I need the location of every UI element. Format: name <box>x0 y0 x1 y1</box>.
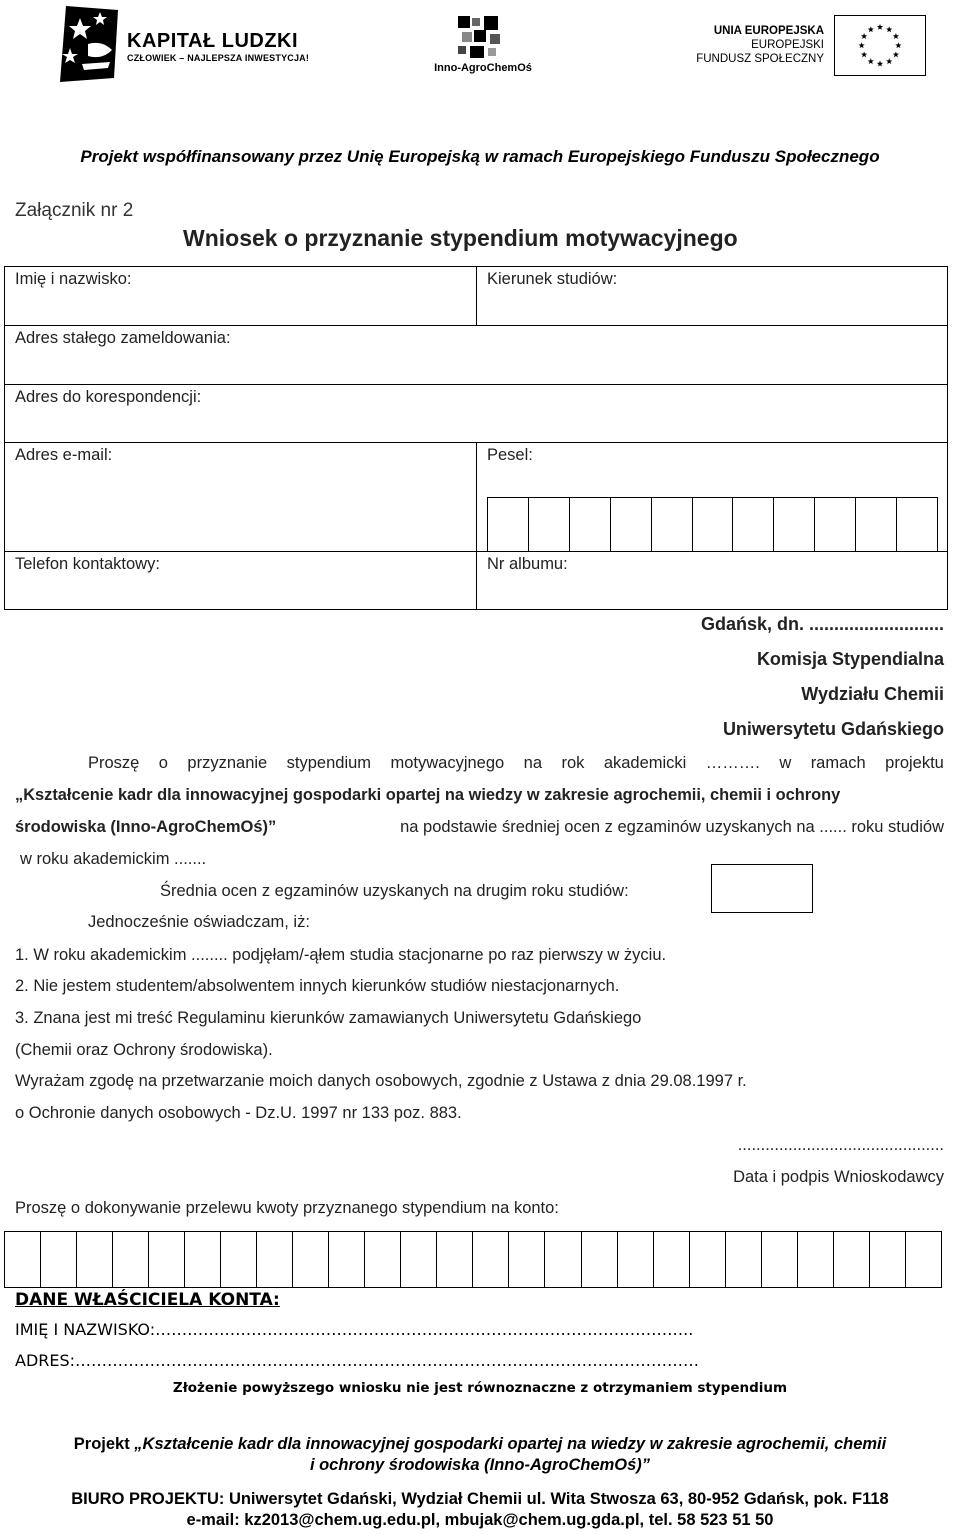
request-word: przyznanie <box>187 754 268 772</box>
consent-line1: Wyrażam zgodę na przetwarzanie moich danych osobowych, zgodnie z Ustawa z dnia 29.08.1997 r. <box>15 1072 747 1090</box>
pesel-digit-box[interactable] <box>774 498 815 551</box>
declaration-intro: Jednocześnie oświadczam, iż: <box>88 913 310 931</box>
request-line3-text: na podstawie średniej ocen z egzaminów uzyskanych na ...... roku studiów <box>400 818 944 836</box>
declaration-3: 3. Znana jest mi treść Regulaminu kierunków zamawianych Uniwersytetu Gdańskiego <box>15 1009 642 1027</box>
album-number-field[interactable]: Nr albumu: <box>487 555 568 573</box>
account-owner-heading: DANE WŁAŚCICIELA KONTA: <box>15 1290 280 1310</box>
declaration-3-continued: (Chemii oraz Ochrony środowiska). <box>15 1041 273 1059</box>
name-field[interactable]: Imię i nazwisko: <box>15 270 132 288</box>
table-row-divider <box>5 384 947 385</box>
account-digit-box[interactable] <box>654 1232 690 1287</box>
request-word: rok <box>561 754 585 772</box>
recipient-line1: Komisja Stypendialna <box>756 649 944 669</box>
phone-field[interactable]: Telefon kontaktowy: <box>15 555 160 573</box>
footer-project-title: „Kształcenie kadr dla innowacyjnej gospodarki opartej na wiedzy w zakresie agrochemii, chemii <box>134 1435 887 1453</box>
request-line4: w roku akademickim ....... <box>20 850 207 868</box>
inno-agrochemos-logo-icon <box>456 14 504 60</box>
request-word: projektu <box>885 754 944 772</box>
account-digit-box[interactable] <box>509 1232 545 1287</box>
field-of-study-field[interactable]: Kierunek studiów: <box>487 270 618 288</box>
ue-logo-line2: EUROPEJSKI <box>751 39 824 51</box>
account-digit-box[interactable] <box>762 1232 798 1287</box>
request-word: ………. <box>705 754 760 772</box>
email-field[interactable]: Adres e-mail: <box>15 446 113 464</box>
request-word: na <box>523 754 543 772</box>
pesel-digit-box[interactable] <box>815 498 856 551</box>
cofunding-statement: Projekt współfinansowany przez Unię Europejską w ramach Europejskiego Funduszu Społecznego <box>80 147 880 166</box>
applicant-data-table <box>4 266 948 610</box>
account-digit-box[interactable] <box>149 1232 185 1287</box>
declaration-2: 2. Nie jestem studentem/absolwentem innych kierunków studiów niestacjonarnych. <box>15 977 620 995</box>
account-owner-name-field[interactable]: IMIĘ I NAZWISKO:……………………………………………………………………………………….. <box>15 1320 694 1339</box>
pesel-digit-box[interactable] <box>856 498 897 551</box>
correspondence-address-field[interactable]: Adres do korespondencji: <box>15 388 202 406</box>
eu-star-icon <box>895 42 901 48</box>
pesel-digit-box[interactable] <box>897 498 937 551</box>
ue-logo-line1: UNIA EUROPEJSKA <box>713 25 824 37</box>
eu-star-icon <box>877 61 883 67</box>
account-digit-box[interactable] <box>221 1232 257 1287</box>
account-digit-box[interactable] <box>401 1232 437 1287</box>
notice-text: Złożenie powyższego wniosku nie jest równoznaczne z otrzymaniem stypendium <box>172 1380 788 1396</box>
account-digit-box[interactable] <box>798 1232 834 1287</box>
request-line3 <box>15 818 944 837</box>
consent-line2: o Ochronie danych osobowych - Dz.U. 1997 nr 133 poz. 883. <box>15 1104 462 1122</box>
eu-star-icon <box>893 51 899 57</box>
inno-agrochemos-logo-text: Inno-AgroChemOś <box>434 62 532 74</box>
pesel-label: Pesel: <box>487 446 533 464</box>
eu-flag-icon <box>834 15 926 76</box>
eu-star-icon <box>858 42 864 48</box>
kapital-ludzki-title: KAPITAŁ LUDZKI <box>127 30 299 52</box>
footer-contact-line: e-mail: kz2013@chem.ug.edu.pl, mbujak@chem.ug.gda.pl, tel. 58 523 51 50 <box>186 1511 774 1529</box>
pesel-digit-box[interactable] <box>693 498 734 551</box>
footer-project-prefix: Projekt <box>73 1435 135 1453</box>
account-digit-box[interactable] <box>870 1232 906 1287</box>
footer-project-line2: i ochrony środowiska (Inno-AgroChemOś)” <box>309 1456 651 1474</box>
request-word: motywacyjnego <box>390 754 505 772</box>
account-digit-box[interactable] <box>906 1232 941 1287</box>
account-digit-box[interactable] <box>582 1232 618 1287</box>
pesel-input-boxes[interactable] <box>487 497 938 552</box>
account-digit-box[interactable] <box>77 1232 113 1287</box>
eu-star-icon <box>877 24 883 30</box>
request-word: w <box>779 754 792 772</box>
pesel-digit-box[interactable] <box>652 498 693 551</box>
request-line1 <box>88 754 944 773</box>
recipient-line3: Uniwersytetu Gdańskiego <box>722 719 944 739</box>
place-date: Gdańsk, dn. ........................... <box>700 614 944 634</box>
table-col-divider <box>476 442 477 610</box>
bank-account-input-boxes[interactable] <box>4 1231 942 1288</box>
pesel-digit-box[interactable] <box>529 498 570 551</box>
signature-label: Data i podpis Wnioskodawcy <box>733 1168 944 1186</box>
account-digit-box[interactable] <box>329 1232 365 1287</box>
eu-star-icon <box>861 33 867 39</box>
request-word: akademicki <box>603 754 687 772</box>
account-owner-address-field[interactable]: ADRES:……………………………………………………………………………………………………… <box>15 1351 700 1370</box>
average-input-box[interactable] <box>711 864 813 913</box>
permanent-address-field[interactable]: Adres stałego zameldowania: <box>15 329 231 347</box>
account-digit-box[interactable] <box>41 1232 77 1287</box>
declaration-1: 1. W roku akademickim ........ podjęłam/-ąłem studia stacjonarne po raz pierwszy w życiu. <box>15 946 667 964</box>
request-word: ramach <box>810 754 866 772</box>
eu-star-icon <box>886 58 892 64</box>
table-col-divider <box>476 267 477 325</box>
recipient-line2: Wydziału Chemii <box>801 684 944 704</box>
pesel-digit-box[interactable] <box>733 498 774 551</box>
pesel-digit-box[interactable] <box>611 498 652 551</box>
request-word: stypendium <box>286 754 372 772</box>
annex-label: Załącznik nr 2 <box>15 200 134 221</box>
account-digit-box[interactable] <box>293 1232 329 1287</box>
eu-star-icon <box>861 51 867 57</box>
account-digit-box[interactable] <box>726 1232 762 1287</box>
request-word: Proszę <box>88 754 140 772</box>
eu-star-icon <box>868 26 874 32</box>
transfer-request: Proszę o dokonywanie przelewu kwoty przyznanego stypendium na konto: <box>15 1199 559 1217</box>
pesel-digit-box[interactable] <box>488 498 529 551</box>
account-digit-box[interactable] <box>618 1232 654 1287</box>
account-digit-box[interactable] <box>473 1232 509 1287</box>
account-digit-box[interactable] <box>690 1232 726 1287</box>
eu-star-icon <box>893 33 899 39</box>
kapital-ludzki-subtitle: CZŁOWIEK – NAJLEPSZA INWESTYCJA! <box>127 53 310 63</box>
account-digit-box[interactable] <box>113 1232 149 1287</box>
account-digit-box[interactable] <box>545 1232 581 1287</box>
eu-star-icon <box>868 58 874 64</box>
account-digit-box[interactable] <box>185 1232 221 1287</box>
account-digit-box[interactable] <box>5 1232 41 1287</box>
request-word: o <box>158 754 168 772</box>
signature-line: ............................................. <box>737 1136 944 1154</box>
kapital-ludzki-logo-icon <box>58 4 120 82</box>
table-row-divider <box>5 325 947 326</box>
account-digit-box[interactable] <box>257 1232 293 1287</box>
average-label: Średnia ocen z egzaminów uzyskanych na drugim roku studiów: <box>160 882 629 900</box>
ue-logo-line3: FUNDUSZ SPOŁECZNY <box>696 53 824 65</box>
form-title: Wniosek o przyznanie stypendium motywacyjnego <box>183 225 738 251</box>
footer-office-line: BIURO PROJEKTU: Uniwersytet Gdański, Wydział Chemii ul. Wita Stwosza 63, 80-952 Gdańsk, pok. F118 <box>71 1490 889 1508</box>
account-digit-box[interactable] <box>834 1232 870 1287</box>
footer-project-line1 <box>0 1435 960 1454</box>
account-digit-box[interactable] <box>365 1232 401 1287</box>
eu-star-icon <box>886 26 892 32</box>
account-digit-box[interactable] <box>437 1232 473 1287</box>
pesel-digit-box[interactable] <box>570 498 611 551</box>
project-name: środowiska (Inno-AgroChemOś)” <box>15 818 277 836</box>
request-line2: „Kształcenie kadr dla innowacyjnej gospodarki opartej na wiedzy w zakresie agrochemii, chemii i ochrony <box>15 786 841 804</box>
